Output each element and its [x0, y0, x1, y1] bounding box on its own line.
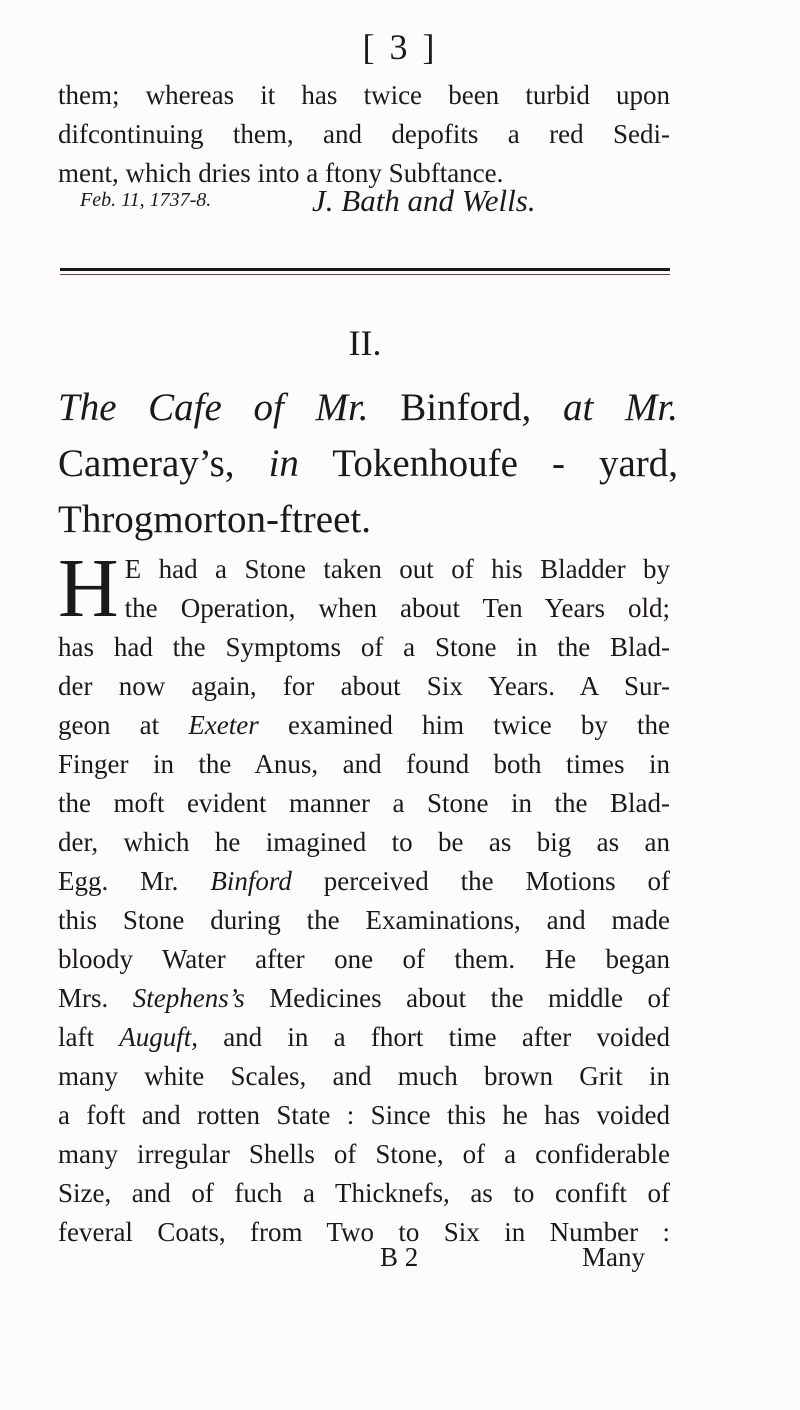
title-line: Cameray’s, in Tokenhoufe - yard, [58, 442, 679, 485]
continued-paragraph [58, 76, 670, 193]
text-line: the Operation, when about Ten Years old; [124, 593, 670, 623]
section-divider [60, 268, 670, 271]
letter-signature: J. Bath and Wells. [312, 183, 536, 218]
text-line: E had a Stone taken out of his Bladder by [124, 554, 670, 584]
text-line: laft Auguft, and in a fhort time after voided [58, 1022, 670, 1052]
text-line: bloody Water after one of them. He began [58, 944, 670, 974]
letter-date: Feb. 11, 1737-8. [80, 189, 212, 211]
text-line: has had the Symptoms of a Stone in the Blad- [58, 632, 670, 662]
title-line: The Cafe of Mr. Binford, at Mr. [58, 386, 679, 429]
text-line: Egg. Mr. Binford perceived the Motions of [58, 866, 670, 896]
text-line: der now again, for about Six Years. A Sur- [58, 671, 670, 701]
text-line: many irregular Shells of Stone, of a confiderable [58, 1139, 670, 1169]
text-line: them; whereas it has twice been turbid upon [58, 80, 670, 110]
text-line: geon at Exeter examined him twice by the [58, 710, 671, 740]
catchword: Many [582, 1242, 645, 1272]
text-line: Size, and of fuch a Thicknefs, as to confift of [58, 1178, 670, 1208]
section-number: II. [348, 323, 382, 363]
signature-row [80, 183, 680, 223]
text-line: feveral Coats, from Two to Six in Number : [58, 1217, 670, 1247]
text-line: the moft evident manner a Stone in the Blad- [58, 788, 670, 818]
page-number: [ 3 ] [362, 27, 438, 67]
text-line: der, which he imagined to be as big as an [58, 827, 670, 857]
section-divider-thin [60, 274, 670, 275]
section-title [58, 380, 678, 548]
title-line: Throgmorton-ftreet. [58, 498, 371, 541]
signature-mark: B 2 [380, 1242, 419, 1272]
text-line: this Stone during the Examinations, and made [58, 905, 670, 935]
text-line: a foft and rotten State : Since this he has voided [58, 1100, 670, 1130]
text-line: difcontinuing them, and depofits a red Sedi- [58, 119, 670, 149]
case-body [58, 542, 671, 1252]
text-line: ment, which dries into a ftony Subftance. [58, 158, 504, 188]
text-line: Finger in the Anus, and found both times in [58, 749, 670, 779]
drop-cap: H [58, 542, 119, 635]
text-line: many white Scales, and much brown Grit in [58, 1061, 670, 1091]
text-line: Mrs. Stephens’s Medicines about the middle of [58, 983, 670, 1013]
